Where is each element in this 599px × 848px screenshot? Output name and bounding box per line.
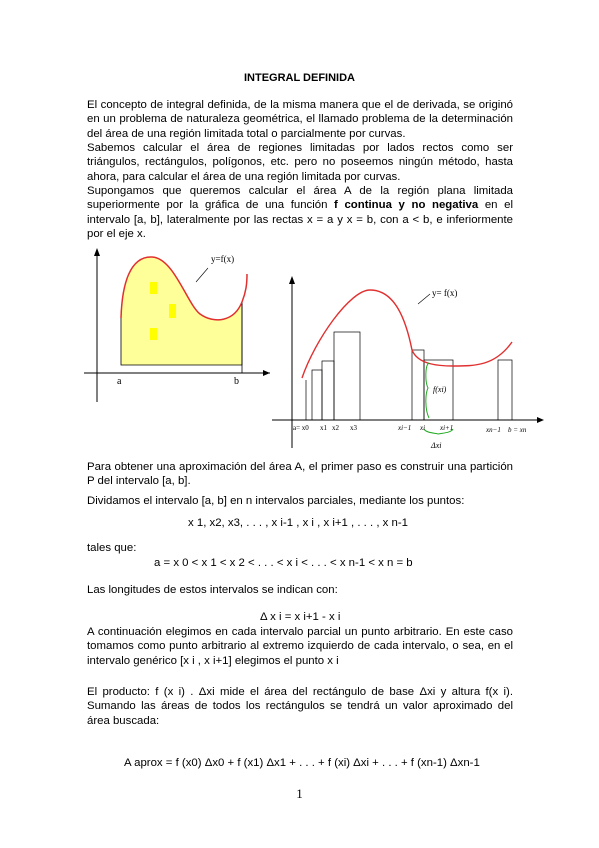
y-axis-arrow — [94, 248, 100, 256]
b-label: b — [234, 376, 239, 387]
rect-n-1 — [498, 360, 512, 420]
intro-paragraph-1: El concepto de integral definida, de la misma manera que el de derivada, se originó en un problema de naturaleza geométrica, el llamado problema de la determinación del área de una región limitada total o parcialmente por curvas. — [87, 99, 513, 140]
curve-label: y= f(x) — [432, 288, 458, 298]
fxi-label: f(xi) — [433, 385, 447, 394]
body-paragraph-7: El producto: f (x i) . Δxi mide el área del rectángulo de base Δxi y altura f(x i). Sumando las áreas de todos los rectángulos se tendrá un valor aproximado del área buscada: — [87, 686, 513, 727]
a-label: a — [117, 376, 122, 387]
intro-paragraph-2: Sabemos calcular el área de regiones limitadas por lados rectos como ser triángulos, rectángulos, polígonos, etc. pero no poseemos ningún método, hasta ahora, para calcular el área de una región limitada por curvas. — [87, 142, 513, 183]
aprox-formula: A aprox = f (x0) Δx0 + f (x1) Δx1 + . . . + f (xi) Δxi + . . . + f (xn-1) Δxn-1 — [124, 757, 480, 769]
figure-right-riemann — [270, 270, 545, 455]
page-number: 1 — [296, 786, 303, 801]
rect-0 — [312, 370, 322, 420]
tick-x3: x3 — [350, 424, 357, 432]
tick-xi: xi — [420, 424, 426, 432]
fill-highlight — [150, 328, 157, 340]
fxi-brace — [426, 363, 429, 418]
dx-label: Δxi — [431, 441, 442, 450]
riemann-rectangles — [306, 332, 512, 420]
tick-x1: x1 — [320, 424, 327, 432]
page-title: INTEGRAL DEFINIDA — [243, 72, 356, 84]
p3-text-a: Supongamos que queremos calcular el área A de la región plana limitada superiormente por la gráfica de una función — [87, 185, 513, 212]
points-line: x 1, x2, x3, . . . , x i-1 , x i , x i+1 , . . . , x n-1 — [188, 517, 408, 529]
body-paragraph-5: Dividamos el intervalo [a, b] en n intervalos parciales, mediante los puntos: — [87, 495, 465, 507]
y-axis-arrow — [289, 276, 295, 284]
body-paragraph-6: A continuación elegimos en cada intervalo parcial un punto arbitrario. En este caso tomamos como punto arbitrario al extremo izquierdo de cada intervalo, o sea, en el intervalo genérico [x i , x i+1] elegimos el punto x i — [87, 626, 513, 667]
rect-1 — [322, 361, 334, 420]
area-fill — [121, 257, 242, 365]
fill-highlight — [169, 304, 176, 318]
figure-left-area — [84, 244, 274, 404]
curve-label: y=f(x) — [211, 254, 235, 264]
curve-label-pointer — [196, 268, 208, 282]
curve-f — [302, 290, 512, 378]
tick-x2: x2 — [332, 424, 339, 432]
curve-label-pointer — [418, 294, 430, 304]
order-line: a = x 0 < x 1 < x 2 < . . . < x i < . . . < x n-1 < x n = b — [154, 557, 413, 569]
tick-xi+1: xi+1 — [440, 424, 454, 432]
tales-que: tales que: — [87, 542, 137, 554]
rect-2 — [334, 332, 360, 420]
p3-bold: f continua y no negativa — [334, 199, 479, 212]
tick-b: b = xn — [508, 426, 527, 434]
delta-definition: Δ x i = x i+1 - x i — [260, 611, 341, 623]
tick-xn-1: xn−1 — [486, 426, 501, 434]
body-paragraph-4: Para obtener una aproximación del área A, el primer paso es construir una partición P del intervalo [a, b]. — [87, 461, 513, 488]
tick-xi-1: xi−1 — [398, 424, 412, 432]
lengths-text: Las longitudes de estos intervalos se indican con: — [87, 584, 338, 596]
p3-text-b: en el intervalo [a, b], lateralmente por las rectas x = a y x = b, con a < b, e inferiormente por el eje x. — [87, 199, 514, 240]
x-tick-labels — [293, 424, 527, 434]
x-axis-arrow — [263, 370, 270, 376]
tick-x0: a= x0 — [293, 424, 309, 432]
x-axis-arrow — [537, 417, 544, 423]
fill-highlight — [150, 282, 157, 294]
intro-paragraph-3 — [87, 184, 513, 241]
